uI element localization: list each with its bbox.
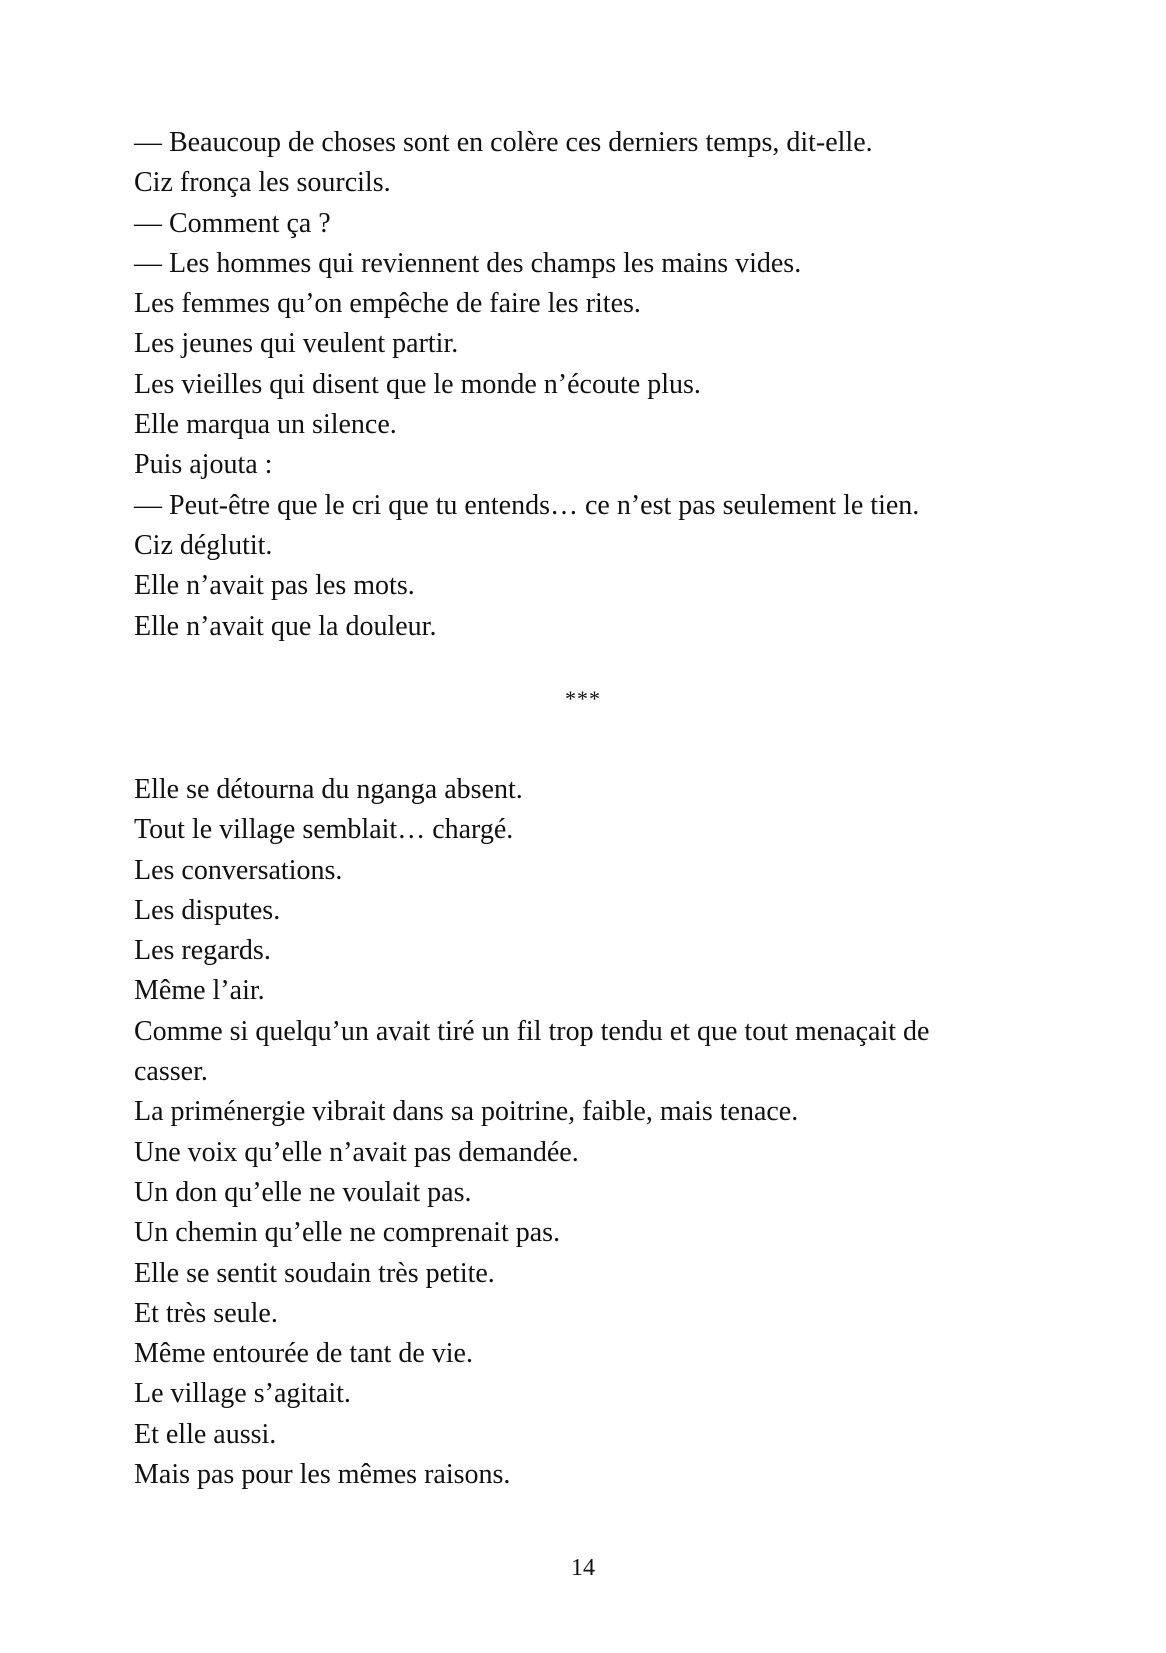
- text-line: Un don qu’elle ne voulait pas.: [134, 1176, 472, 1208]
- text-line: Le village s’agitait.: [134, 1378, 351, 1410]
- text-line: Même entourée de tant de vie.: [134, 1338, 473, 1370]
- text-line: casser.: [134, 1056, 208, 1088]
- text-line: Elle marqua un silence.: [134, 409, 397, 441]
- text-line: Même l’air.: [134, 975, 265, 1007]
- text-line: Les jeunes qui veulent partir.: [134, 328, 459, 360]
- text-line: Une voix qu’elle n’avait pas demandée.: [134, 1136, 579, 1168]
- text-line: La priménergie vibrait dans sa poitrine, faible, mais tenace.: [134, 1096, 799, 1128]
- text-line: — Comment ça ?: [134, 207, 331, 239]
- text-line: Les disputes.: [134, 894, 281, 926]
- text-line: Elle n’avait pas les mots.: [134, 570, 415, 602]
- text-line: Les vieilles qui disent que le monde n’écoute plus.: [134, 368, 701, 400]
- text-line: Et elle aussi.: [134, 1418, 277, 1450]
- text-line: Ciz déglutit.: [134, 529, 273, 561]
- text-line: Ciz fronça les sourcils.: [134, 167, 391, 199]
- page-number: 14: [571, 1555, 595, 1581]
- text-line: Puis ajouta :: [134, 449, 273, 481]
- text-line: — Les hommes qui reviennent des champs les mains vides.: [134, 247, 802, 279]
- text-line: Un chemin qu’elle ne comprenait pas.: [134, 1217, 561, 1249]
- text-line: Elle se détourna du nganga absent.: [134, 774, 523, 805]
- text-line: Les femmes qu’on empêche de faire les rites.: [134, 288, 641, 320]
- text-line: Comme si quelqu’un avait tiré un fil trop tendu et que tout menaçait de: [134, 1015, 930, 1047]
- text-section-one: [134, 123, 1014, 647]
- text-line: Mais pas pour les mêmes raisons.: [134, 1459, 511, 1491]
- text-line: — Beaucoup de choses sont en colère ces derniers temps, dit-elle.: [134, 127, 873, 158]
- text-line: Tout le village semblait… chargé.: [134, 814, 514, 846]
- text-line: Elle n’avait que la douleur.: [134, 610, 437, 642]
- text-line: Elle se sentit soudain très petite.: [134, 1257, 495, 1289]
- text-line: Les regards.: [134, 935, 271, 967]
- text-section-two: [134, 770, 1014, 1495]
- section-separator: ***: [565, 686, 601, 711]
- text-line: Et très seule.: [134, 1297, 278, 1329]
- text-line: Les conversations.: [134, 854, 343, 886]
- text-line: — Peut-être que le cri que tu entends… ce n’est pas seulement le tien.: [134, 489, 920, 521]
